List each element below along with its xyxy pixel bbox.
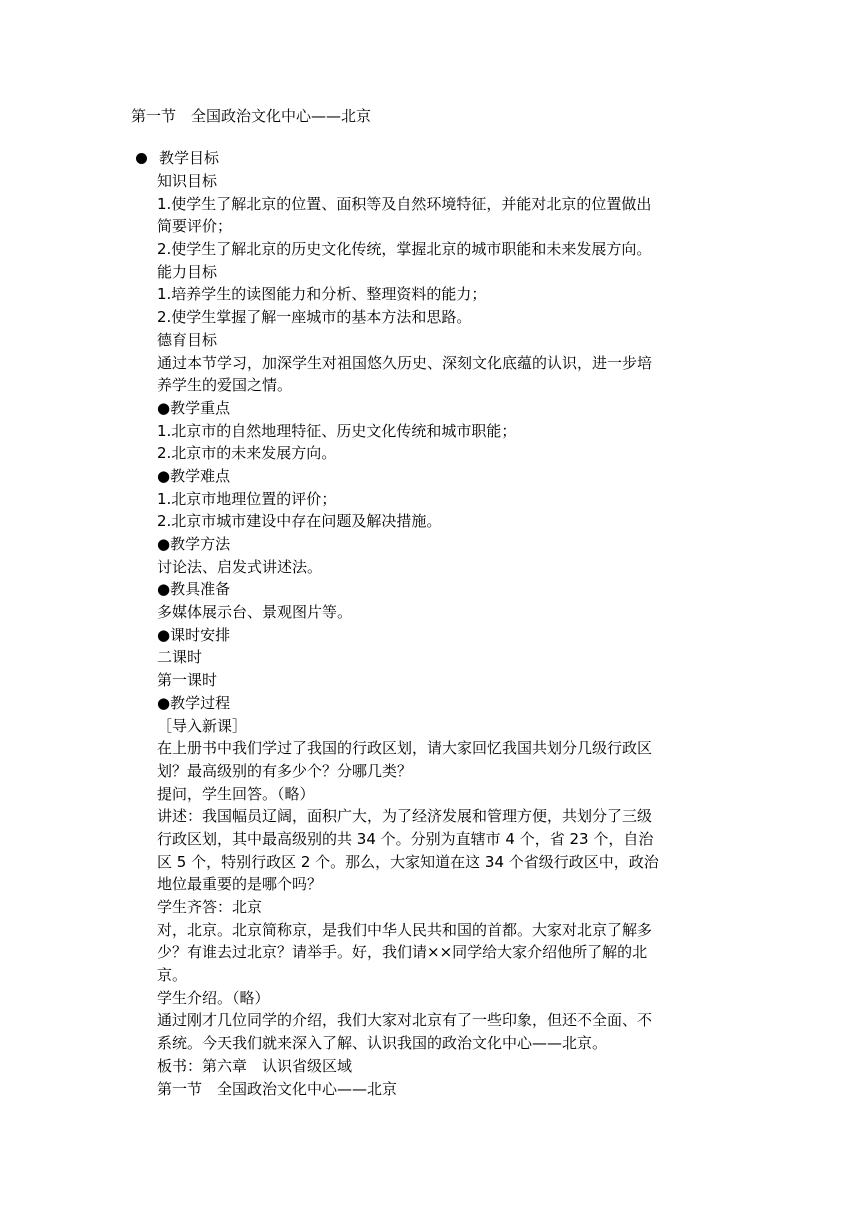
text-line: 学生齐答：北京 <box>157 898 263 916</box>
text-line: 知识目标 <box>157 172 218 190</box>
text-line: 划？最高级别的有多少个？分哪几类？ <box>157 761 413 780</box>
text-line: 通过本节学习，加深学生对祖国悠久历史、深刻文化底蕴的认识，进一步培 <box>157 353 653 372</box>
text-line: 德育目标 <box>157 330 218 349</box>
text-line: 第一节 全国政治文化中心——北京 <box>157 1079 398 1098</box>
text-line: 区 5 个，特别行政区 2 个。那么，大家知道在这 34 个省级行政区中，政治 <box>157 852 659 871</box>
text-line: 板书：第六章 认识省级区域 <box>157 1056 353 1075</box>
text-line: 1.培养学生的读图能力和分析、整理资料的能力； <box>157 285 487 304</box>
text-line: 1.使学生了解北京的位置、面积等及自然环境特征，并能对北京的位置做出 <box>157 194 652 213</box>
text-line: 系统。今天我们就来深入了解、认识我国的政治文化中心——北京。 <box>157 1034 608 1053</box>
teaching-goals-label: 教学目标 <box>159 149 220 167</box>
text-line: 多媒体展示台、景观图片等。 <box>157 603 353 622</box>
text-line: 2.北京市的未来发展方向。 <box>157 444 337 463</box>
text-line: 通过刚才几位同学的介绍，我们大家对北京有了一些印象，但还不全面、不 <box>157 1011 653 1030</box>
document-body <box>157 170 737 1100</box>
text-line: 在上册书中我们学过了我国的行政区划，请大家回忆我国共划分几级行政区 <box>157 739 653 758</box>
text-line: 能力目标 <box>157 262 218 281</box>
text-line: ●教具准备 <box>157 580 231 599</box>
text-line: 养学生的爱国之情。 <box>157 376 293 395</box>
section-title: 第一节 全国政治文化中心——北京 <box>131 107 372 125</box>
text-line: ●教学难点 <box>157 466 231 485</box>
text-line: 讲述：我国幅员辽阔，面积广大，为了经济发展和管理方便，共划分了三级 <box>157 807 653 826</box>
text-line: 2.使学生掌握了解一座城市的基本方法和思路。 <box>157 308 472 327</box>
text-line: 京。 <box>157 966 188 985</box>
text-line: 1.北京市地理位置的评价； <box>157 489 337 508</box>
text-line: 2.使学生了解北京的历史文化传统，掌握北京的城市职能和未来发展方向。 <box>157 240 652 259</box>
text-line: 简要评价； <box>157 217 233 236</box>
teaching-goals-heading <box>136 147 219 169</box>
text-line: 对，北京。北京简称京，是我们中华人民共和国的首都。大家对北京了解多 <box>157 920 653 939</box>
text-line: ［导入新课］ <box>157 716 248 735</box>
text-line: ●教学过程 <box>157 693 231 712</box>
text-line: ●教学重点 <box>157 398 231 417</box>
bullet-icon <box>136 153 147 164</box>
text-line: 行政区划，其中最高级别的共 34 个。分别为直辖市 4 个，省 23 个，自治 <box>157 829 654 848</box>
text-line: ●课时安排 <box>157 625 231 644</box>
text-line: 1.北京市的自然地理特征、历史文化传统和城市职能； <box>157 421 517 440</box>
text-line: 地位最重要的是哪个吗？ <box>157 875 323 894</box>
text-line: 讨论法、启发式讲述法。 <box>157 557 323 576</box>
text-line: 学生介绍。（略） <box>157 988 270 1007</box>
text-line: 二课时 <box>157 648 203 667</box>
text-line: 第一课时 <box>157 671 218 690</box>
text-line: 提问，学生回答。（略） <box>157 784 315 803</box>
text-line: 少？有谁去过北京？请举手。好，我们请××同学给大家介绍他所了解的北 <box>157 943 648 962</box>
text-line: 2.北京市城市建设中存在问题及解决措施。 <box>157 512 442 531</box>
text-line: ●教学方法 <box>157 535 231 553</box>
